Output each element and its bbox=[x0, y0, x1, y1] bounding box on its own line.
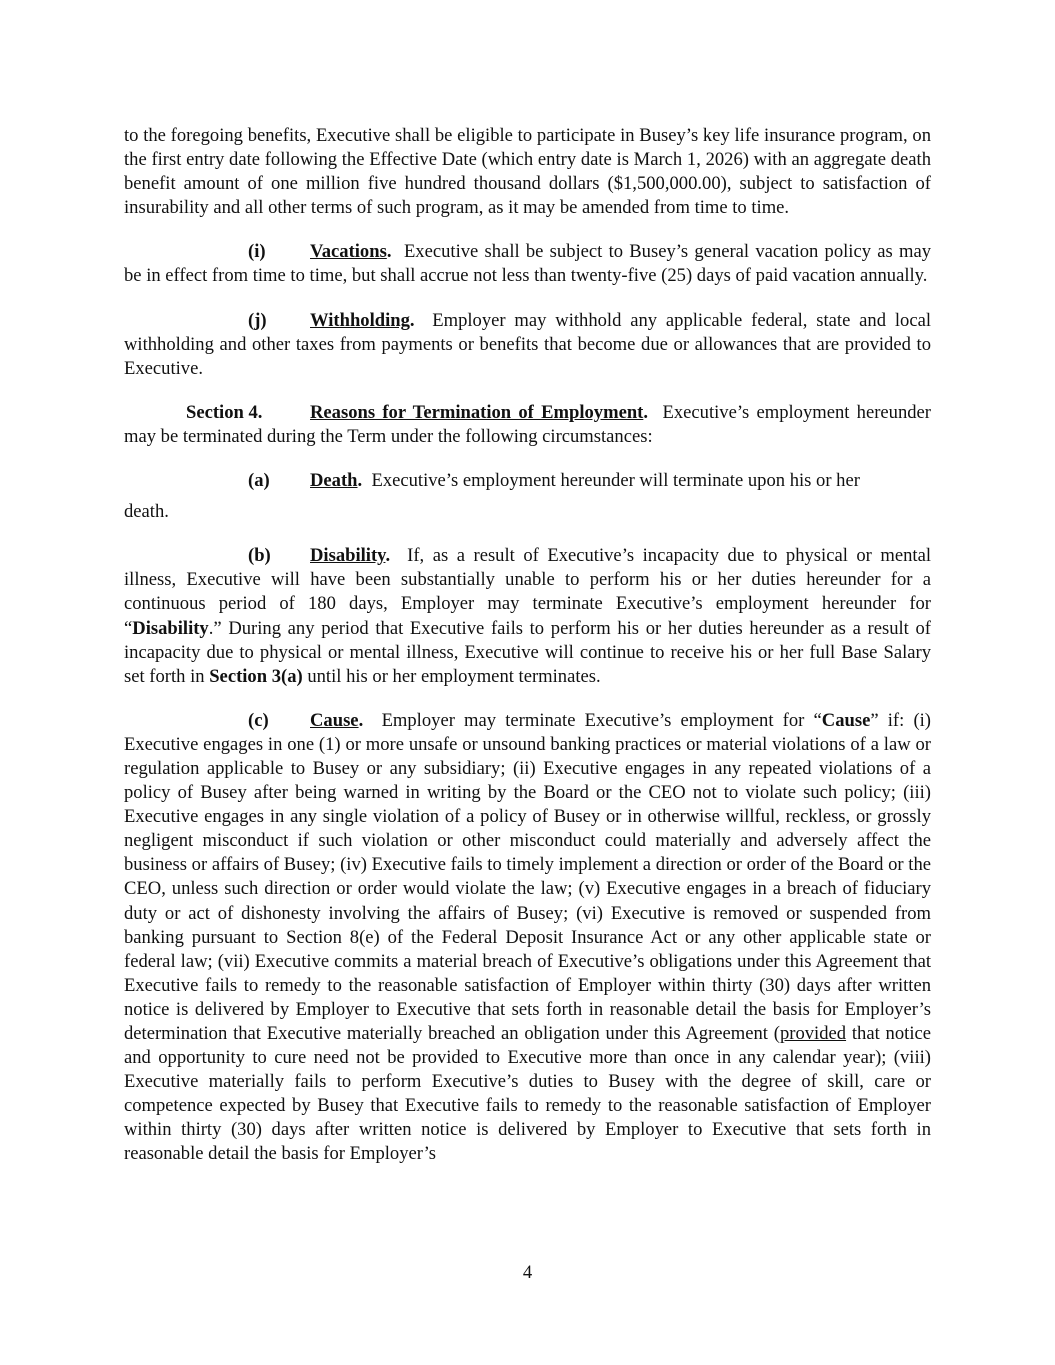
disability-heading: Disability bbox=[310, 545, 386, 567]
withholding-heading: Withholding bbox=[310, 309, 410, 331]
withholding-text: Employer may withhold any applicable federal, state and local withholding and other taxes from payments or benefits that become due or allowances that are provided to Executive. bbox=[124, 309, 931, 379]
section-number: Section 4. bbox=[186, 401, 263, 423]
disability-text: If, as a result of Executive’s incapacity due to physical or mental illness, Executive will have been substantially unable to perform his or her duties hereunder for a continuous period of 180 days, Employer may terminate Executive’s employment hereunder for “ bbox=[124, 545, 931, 639]
item-number: (b) bbox=[248, 545, 271, 567]
disability-text-3: until his or her employment terminates. bbox=[302, 665, 601, 687]
death-paragraph: (a) Death. Executive’s employment hereunder will terminate upon his or her death. bbox=[124, 469, 931, 524]
intro-paragraph: to the foregoing benefits, Executive shall be eligible to participate in Busey’s key life insurance program, on the first entry date following the Effective Date (which entry date is March 1, 2026) with an aggregate death benefit amount of one million five hundred thousand dollars ($1,500,000.00), subject to satisfaction of insurability and all other terms of such program, as it may be amended from time to time. bbox=[124, 125, 931, 219]
provided-term: provided bbox=[779, 1023, 847, 1044]
death-text: Executive’s employment hereunder will terminate upon his or her bbox=[371, 470, 860, 492]
item-number: (c) bbox=[248, 709, 269, 731]
vacations-text: Executive shall be subject to Busey’s general vacation policy as may be in effect from time to time, but shall accrue not less than twenty-five (25) days of paid vacation annually. bbox=[124, 241, 931, 287]
section-4-text: Executive’s employment hereunder may be terminated during the Term under the following circumstances: bbox=[124, 401, 931, 447]
disability-term: Disability bbox=[132, 617, 209, 639]
cause-text: Employer may terminate Executive’s employment for “ bbox=[381, 709, 822, 731]
cause-paragraph: (c) Cause. Employer may terminate Executive’s employment for “Cause” if: (i) Executive engages in one (1) or more unsafe or unsound banking practices or material violations of a law or regulation applicable to Busey or any subsidiary; (ii) Executive engages in any repeated violations of a policy of Busey after being warned in writing by the Board or the CEO not to violate such policy; (iii) Executive engages in any single violation of a policy of Busey or in otherwise willful, reckless, or grossly negligent misconduct if such violation or other misconduct could materially and adversely affect the business or affairs of Busey; (iv) Executive fails to timely implement a direction or order of the Board or the CEO, unless such direction or order would violate the law; (v) Executive engages in a breach of fiduciary duty or act of dishonesty involving the affairs of Busey; (vi) Executive is removed or suspended from banking pursuant to Section 8(e) of the Federal Deposit Insurance Act or any other applicable state or federal law; (vii) Executive commits a material breach of Executive’s obligations under this Agreement that Executive fails to remedy to the reasonable satisfaction of Employer within thirty (30) days after written notice is delivered by Employer to Executive that sets forth in reasonable detail the basis for Employer’s determination that Executive materially breached an obligation under this Agreement (provided that notice and opportunity to cure need not be provided to Executive more than once in any calendar year); (viii) Executive materially fails to perform Executive’s duties to Busey with the degree of skill, care or competence expected by Busey that Executive fails to remedy to the reasonable satisfaction of Employer within thirty (30) days after written notice is delivered by Employer to Executive that sets forth in reasonable detail the basis for Employer’s bbox=[124, 709, 931, 1165]
item-number: (j) bbox=[248, 309, 267, 331]
disability-paragraph: (b) Disability. If, as a result of Executive’s incapacity due to physical or mental illness, Executive will have been substantially unable to perform his or her duties hereunder for a continuous period of 180 days, Employer may terminate Executive’s employment hereunder for “Disability.” During any period that Executive fails to perform his or her duties hereunder as a result of incapacity due to physical or mental illness, Executive will continue to receive his or her full Base Salary set forth in Section 3(a) until his or her employment terminates. bbox=[124, 545, 931, 687]
death-heading: Death bbox=[310, 470, 358, 492]
vacations-paragraph: (i) Vacations. Executive shall be subject to Busey’s general vacation policy as may be in effect from time to time, but shall accrue not less than twenty-five (25) days of paid vacation annually. bbox=[124, 241, 931, 287]
cause-text-3: that notice and opportunity to cure need not be provided to Executive more than once in any calendar year); (viii) Executive materially fails to perform Executive’s duties to Busey with the degree of skill, care or competence expected by Busey that Executive fails to remedy to the reasonable satisfaction of Employer within thirty (30) days after written notice is delivered by Employer to Executive that sets forth in reasonable detail the basis for Employer’s bbox=[124, 1023, 931, 1165]
withholding-paragraph: (j) Withholding. Employer may withhold any applicable federal, state and local withholding and other taxes from payments or benefits that become due or allowances that are provided to Executive. bbox=[124, 309, 931, 379]
page-number: 4 bbox=[522, 1262, 533, 1283]
cause-text-2: ” if: (i) Executive engages in one (1) or more unsafe or unsound banking practices or material violations of a law or regulation applicable to Busey or any subsidiary; (ii) Executive engages in any repeated violations of a policy of Busey after being warned in writing by the Board or the CEO not to violate such policy; (iii) Executive engages in any single violation of a policy of Busey or in otherwise willful, reckless, or grossly negligent misconduct if such violation or other misconduct could materially and adversely affect the business or affairs of Busey; (iv) Executive fails to timely implement a direction or order of the Board or the CEO, unless such direction or order would violate the law; (v) Executive engages in a breach of fiduciary duty or act of dishonesty involving the affairs of Busey; (vi) Executive is removed or suspended from banking pursuant to Section 8(e) of the Federal Deposit Insurance Act or any other applicable state or federal law; (vii) Executive commits a material breach of Executive’s obligations under this Agreement that Executive fails to remedy to the reasonable satisfaction of Employer within thirty (30) days after written notice is delivered by Employer to Executive that sets forth in reasonable detail the basis for Employer’s determination that Executive materially breached an obligation under this Agreement ( bbox=[124, 709, 931, 1044]
section-reference: Section 3(a) bbox=[209, 665, 303, 687]
cause-heading: Cause bbox=[310, 709, 359, 731]
section-4-heading: Reasons for Termination of Employment bbox=[310, 401, 644, 423]
section-4-paragraph: Section 4. Reasons for Termination of Employment. Executive’s employment hereunder may be terminated during the Term under the following circumstances: bbox=[124, 401, 931, 447]
death-continuation: death. bbox=[124, 501, 169, 523]
vacations-heading: Vacations bbox=[310, 241, 387, 263]
cause-term: Cause bbox=[821, 709, 871, 731]
item-number: (i) bbox=[248, 241, 266, 263]
item-number: (a) bbox=[248, 470, 270, 492]
disability-text-2: .” During any period that Executive fails to perform his or her duties hereunder as a result of incapacity due to physical or mental illness, Executive will continue to receive his or her full Base Salary set forth in bbox=[124, 617, 931, 687]
